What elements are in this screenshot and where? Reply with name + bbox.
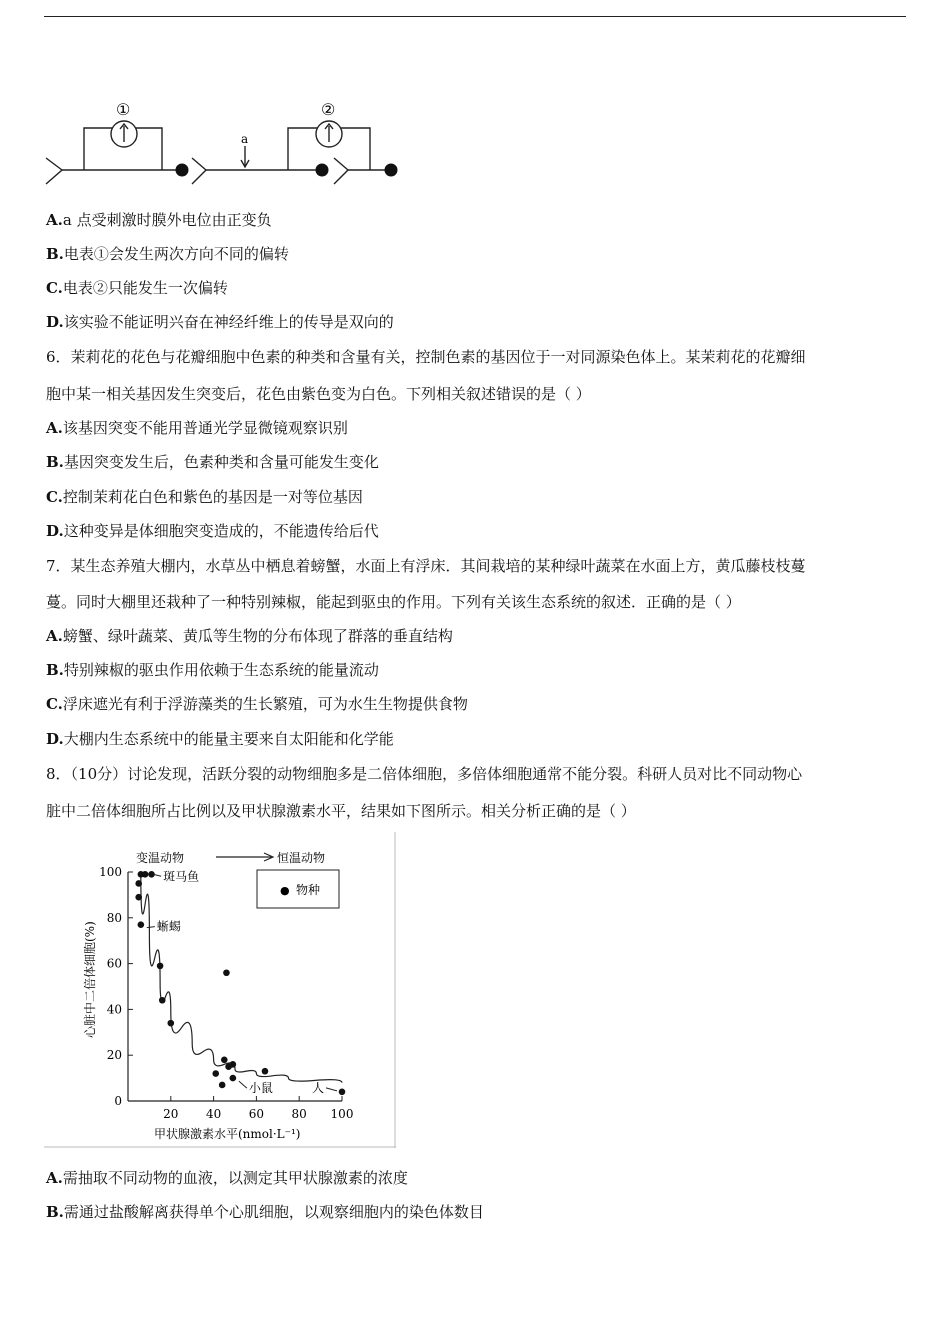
synapse-right — [334, 158, 348, 184]
top-note-right: 恒温动物 — [277, 851, 326, 865]
annotation-leader — [147, 927, 155, 928]
meter2-label: ② — [321, 100, 336, 119]
option-text: 控制茉莉花白色和紫色的基因是一对等位基因 — [62, 488, 363, 506]
data-point — [230, 1075, 237, 1082]
option-label: D. — [46, 730, 64, 748]
option-label: A. — [46, 211, 63, 229]
annotation-label: 人 — [311, 1080, 324, 1095]
annotation-label: 斑马鱼 — [163, 869, 200, 884]
option-text: 该实验不能证明兴奋在神经纤维上的传导是双向的 — [63, 313, 394, 331]
option-label: A. — [46, 1169, 63, 1187]
q8-option-a — [46, 1168, 408, 1188]
y-axis-label: 心脏中二倍体细胞(%) — [83, 921, 97, 1038]
q6-option-c — [46, 487, 363, 507]
x-tick-label: 60 — [248, 1107, 265, 1121]
top-note-arrow-text: → — [240, 846, 241, 847]
option-text: 电表①会发生两次方向不同的偏转 — [63, 245, 289, 263]
q7-option-d — [46, 729, 394, 749]
q7-option-c — [46, 694, 468, 714]
data-point — [221, 1056, 228, 1063]
x-axis-label: 甲状腺激素水平(nmol·L⁻¹) — [154, 1127, 301, 1141]
legend-marker: ● — [280, 884, 290, 897]
data-point — [212, 1070, 219, 1077]
q8-stem-line2: 脏中二倍体细胞所占比例以及甲状腺激素水平，结果如下图所示。相关分析正确的是（ ） — [46, 802, 636, 820]
q5-option-d — [46, 312, 394, 332]
y-tick-label: 80 — [106, 910, 122, 925]
annotations — [147, 869, 337, 1095]
data-point — [159, 997, 166, 1004]
y-tick-label: 0 — [114, 1094, 122, 1108]
q7-stem-line1: 7．某生态养殖大棚内，水草丛中栖息着螃蟹，水面上有浮床．其间栽培的某种绿叶蔬菜在水面上方，黄瓜藤枝枝蔓 — [46, 557, 806, 575]
option-label: B. — [46, 245, 64, 263]
q6-option-a — [46, 418, 348, 438]
option-label: C. — [46, 279, 63, 297]
q5-option-a — [46, 210, 272, 230]
data-point — [138, 921, 145, 928]
option-label: B. — [46, 661, 64, 679]
q5-option-b — [46, 244, 289, 264]
option-text: 这种变异是体细胞突变造成的，不能遗传给后代 — [63, 522, 379, 540]
q6-option-b — [46, 452, 379, 472]
option-text: 基因突变发生后，色素种类和含量可能发生变化 — [63, 453, 379, 471]
data-point — [168, 1020, 175, 1027]
option-text: 浮床遮光有利于浮游藻类的生长繁殖，可为水生生物提供食物 — [62, 695, 468, 713]
option-label: D. — [46, 313, 64, 331]
option-label: B. — [46, 1203, 64, 1221]
q8-stem-line1: 8．（10分）讨论发现，活跃分裂的动物细胞多是二倍体细胞，多倍体细胞通常不能分裂。科研人员对比不同动物心 — [46, 765, 803, 783]
annotation-leader — [239, 1081, 247, 1088]
option-text: 螃蟹、绿叶蔬菜、黄瓜等生物的分布体现了群落的垂直结构 — [62, 627, 453, 645]
y-tick-label: 60 — [106, 956, 122, 971]
option-text: 需通过盐酸解离获得单个心肌细胞，以观察细胞内的染色体数目 — [63, 1203, 484, 1221]
point-a-label: a — [241, 132, 249, 146]
q6-stem-line1: 6．茉莉花的花色与花瓣细胞中色素的种类和含量有关，控制色素的基因位于一对同源染色体上。某茉莉花的花瓣细 — [46, 348, 806, 366]
thyroid-diploid-scatter-chart — [44, 832, 396, 1148]
option-label: C. — [46, 695, 63, 713]
top-note-left: 变温动物 — [136, 851, 185, 865]
option-text: a 点受刺激时膜外电位由正变负 — [62, 211, 272, 229]
option-text: 特别辣椒的驱虫作用依赖于生态系统的能量流动 — [63, 661, 379, 679]
data-point — [262, 1068, 269, 1075]
x-tick-label: 100 — [330, 1107, 354, 1121]
y-tick-label: 20 — [106, 1048, 122, 1063]
option-text: 需抽取不同动物的血液，以测定其甲状腺激素的浓度 — [62, 1169, 408, 1187]
nerve-fiber-circuit-diagram — [44, 96, 414, 192]
q7-option-a — [46, 626, 453, 646]
data-points — [135, 871, 345, 1095]
terminal-dot-2 — [316, 164, 329, 177]
annotation-label: 蜥蜴 — [156, 919, 181, 934]
option-label: B. — [46, 453, 64, 471]
data-point — [157, 963, 164, 970]
q7-option-b — [46, 660, 379, 680]
terminal-dot-3 — [385, 164, 398, 177]
legend-label: 物种 — [296, 883, 321, 897]
q6-option-d — [46, 521, 379, 541]
data-point — [230, 1061, 237, 1068]
y-tick-label: 40 — [106, 1002, 122, 1017]
annotation-label: 小鼠 — [248, 1081, 273, 1096]
data-point — [135, 880, 142, 887]
data-point — [142, 871, 149, 878]
q8-option-b — [46, 1202, 484, 1222]
option-label: D. — [46, 522, 64, 540]
synapse-middle — [192, 158, 206, 184]
synapse-left-branch — [46, 158, 62, 184]
q5-option-c — [46, 278, 228, 298]
option-label: A. — [46, 627, 63, 645]
option-text: 该基因突变不能用普通光学显微镜观察识别 — [62, 419, 348, 437]
data-point — [219, 1082, 226, 1089]
y-tick-label: 100 — [99, 865, 122, 879]
x-tick-label: 20 — [163, 1107, 179, 1121]
fit-curve — [141, 874, 342, 1082]
header-rule — [44, 16, 906, 17]
data-point — [223, 969, 230, 976]
option-text: 大棚内生态系统中的能量主要来自太阳能和化学能 — [63, 730, 394, 748]
q7-stem-line2: 蔓。同时大棚里还栽种了一种特别辣椒，能起到驱虫的作用。下列有关该生态系统的叙述．正确的是（ ） — [46, 593, 741, 611]
option-label: C. — [46, 488, 63, 506]
meter1-label: ① — [116, 100, 131, 119]
x-tick-label: 80 — [291, 1107, 307, 1121]
data-point — [135, 894, 142, 901]
data-point — [339, 1089, 346, 1096]
option-label: A. — [46, 419, 63, 437]
q6-stem-line2: 胞中某一相关基因发生突变后，花色由紫色变为白色。下列相关叙述错误的是（ ） — [46, 385, 591, 403]
annotation-leader — [326, 1088, 337, 1091]
terminal-dot-1 — [176, 164, 189, 177]
option-text: 电表②只能发生一次偏转 — [62, 279, 228, 297]
x-tick-label: 40 — [205, 1107, 222, 1121]
